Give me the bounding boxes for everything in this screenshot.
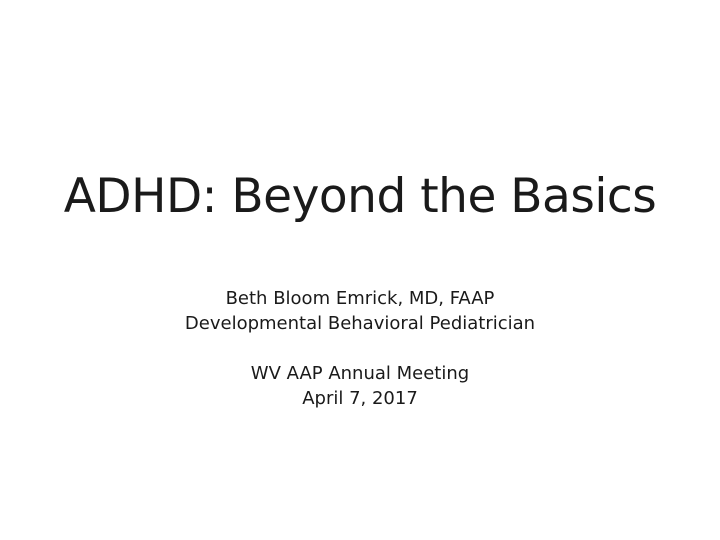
slide-title: ADHD: Beyond the Basics	[63, 169, 657, 224]
subtitle-spacer	[0, 336, 720, 361]
event-name: WV AAP Annual Meeting	[250, 363, 470, 384]
slide-subtitle	[0, 286, 720, 411]
presenter-role: Developmental Behavioral Pediatrician	[184, 313, 536, 334]
presenter-name: Beth Bloom Emrick, MD, FAAP	[225, 288, 495, 309]
event-date: April 7, 2017	[302, 388, 418, 409]
